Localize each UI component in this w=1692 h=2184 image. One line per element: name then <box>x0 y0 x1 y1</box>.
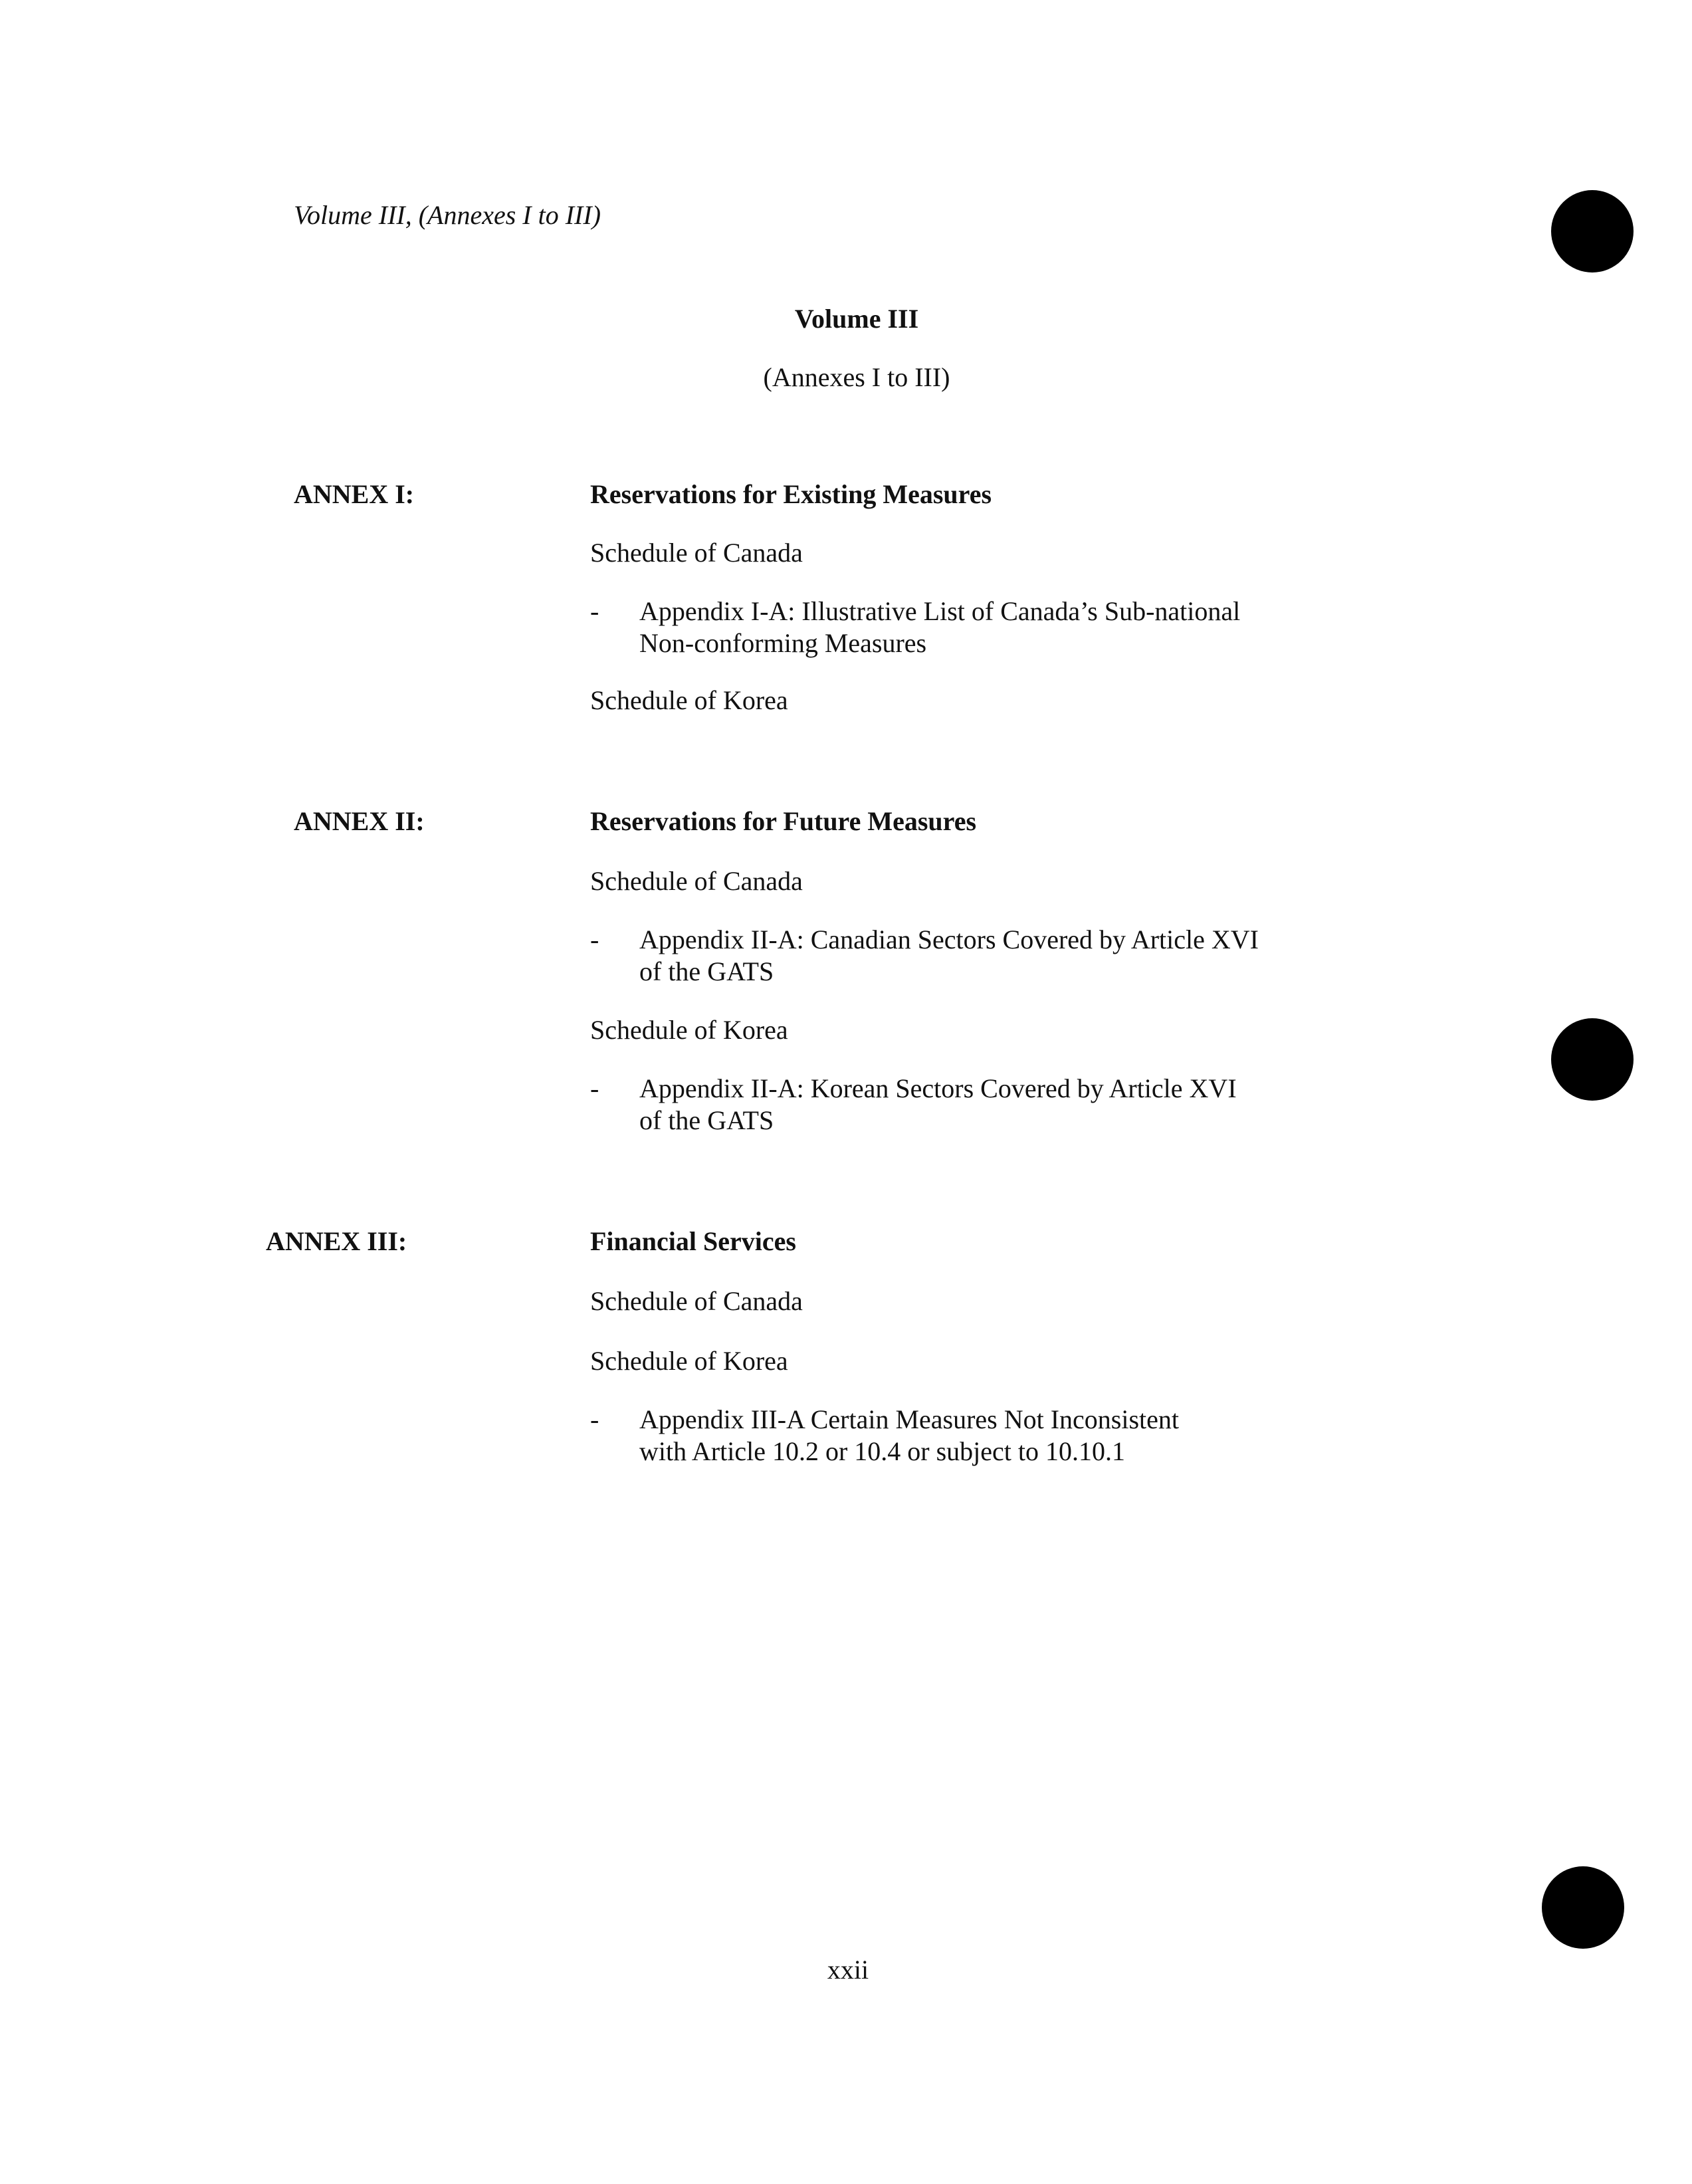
annex-2-label: ANNEX II: <box>294 806 425 836</box>
punch-hole-top <box>1551 190 1634 273</box>
appendix-line-2: with Article 10.2 or 10.4 or subject to 10.10.1 <box>639 1436 1126 1466</box>
appendix-line-1: Appendix II-A: Korean Sectors Covered by Article XVI <box>639 1073 1237 1103</box>
appendix-line-2: Non-conforming Measures <box>639 628 927 658</box>
punch-hole-middle <box>1551 1018 1634 1101</box>
annex-1-schedule-korea: Schedule of Korea <box>590 685 788 715</box>
appendix-line-1: Appendix III-A Certain Measures Not Inconsistent <box>639 1404 1180 1434</box>
running-header: Volume III, (Annexes I to III) <box>294 200 601 230</box>
list-dash: - <box>590 1073 599 1103</box>
punch-hole-bottom <box>1542 1866 1624 1949</box>
appendix-line-2: of the GATS <box>639 1105 774 1135</box>
annex-2-schedule-korea: Schedule of Korea <box>590 1015 788 1045</box>
appendix-text <box>639 596 1308 659</box>
annex-3-heading: Financial Services <box>590 1226 796 1256</box>
annex-3-label: ANNEX III: <box>266 1226 407 1256</box>
appendix-line-1: Appendix II-A: Canadian Sectors Covered by Article XVI <box>639 925 1259 954</box>
appendix-text <box>639 1404 1308 1468</box>
appendix-text <box>639 1073 1308 1137</box>
annex-1-label: ANNEX I: <box>294 479 415 509</box>
annex-3-schedule-canada: Schedule of Canada <box>590 1286 803 1316</box>
annex-3-schedule-korea: Schedule of Korea <box>590 1346 788 1376</box>
document-subtitle: (Annexes I to III) <box>763 362 950 392</box>
annex-1-schedule-canada: Schedule of Canada <box>590 538 803 568</box>
list-dash: - <box>590 925 599 954</box>
annex-2-heading: Reservations for Future Measures <box>590 806 977 836</box>
annex-2-schedule-canada: Schedule of Canada <box>590 866 803 896</box>
list-dash: - <box>590 596 599 626</box>
page-number: xxii <box>827 1955 869 1985</box>
appendix-line-2: of the GATS <box>639 956 774 986</box>
appendix-line-1: Appendix I-A: Illustrative List of Canada’s Sub-national <box>639 596 1241 626</box>
appendix-text <box>639 924 1308 988</box>
document-title: Volume III <box>794 304 919 334</box>
annex-1-heading: Reservations for Existing Measures <box>590 479 992 509</box>
list-dash: - <box>590 1404 599 1434</box>
